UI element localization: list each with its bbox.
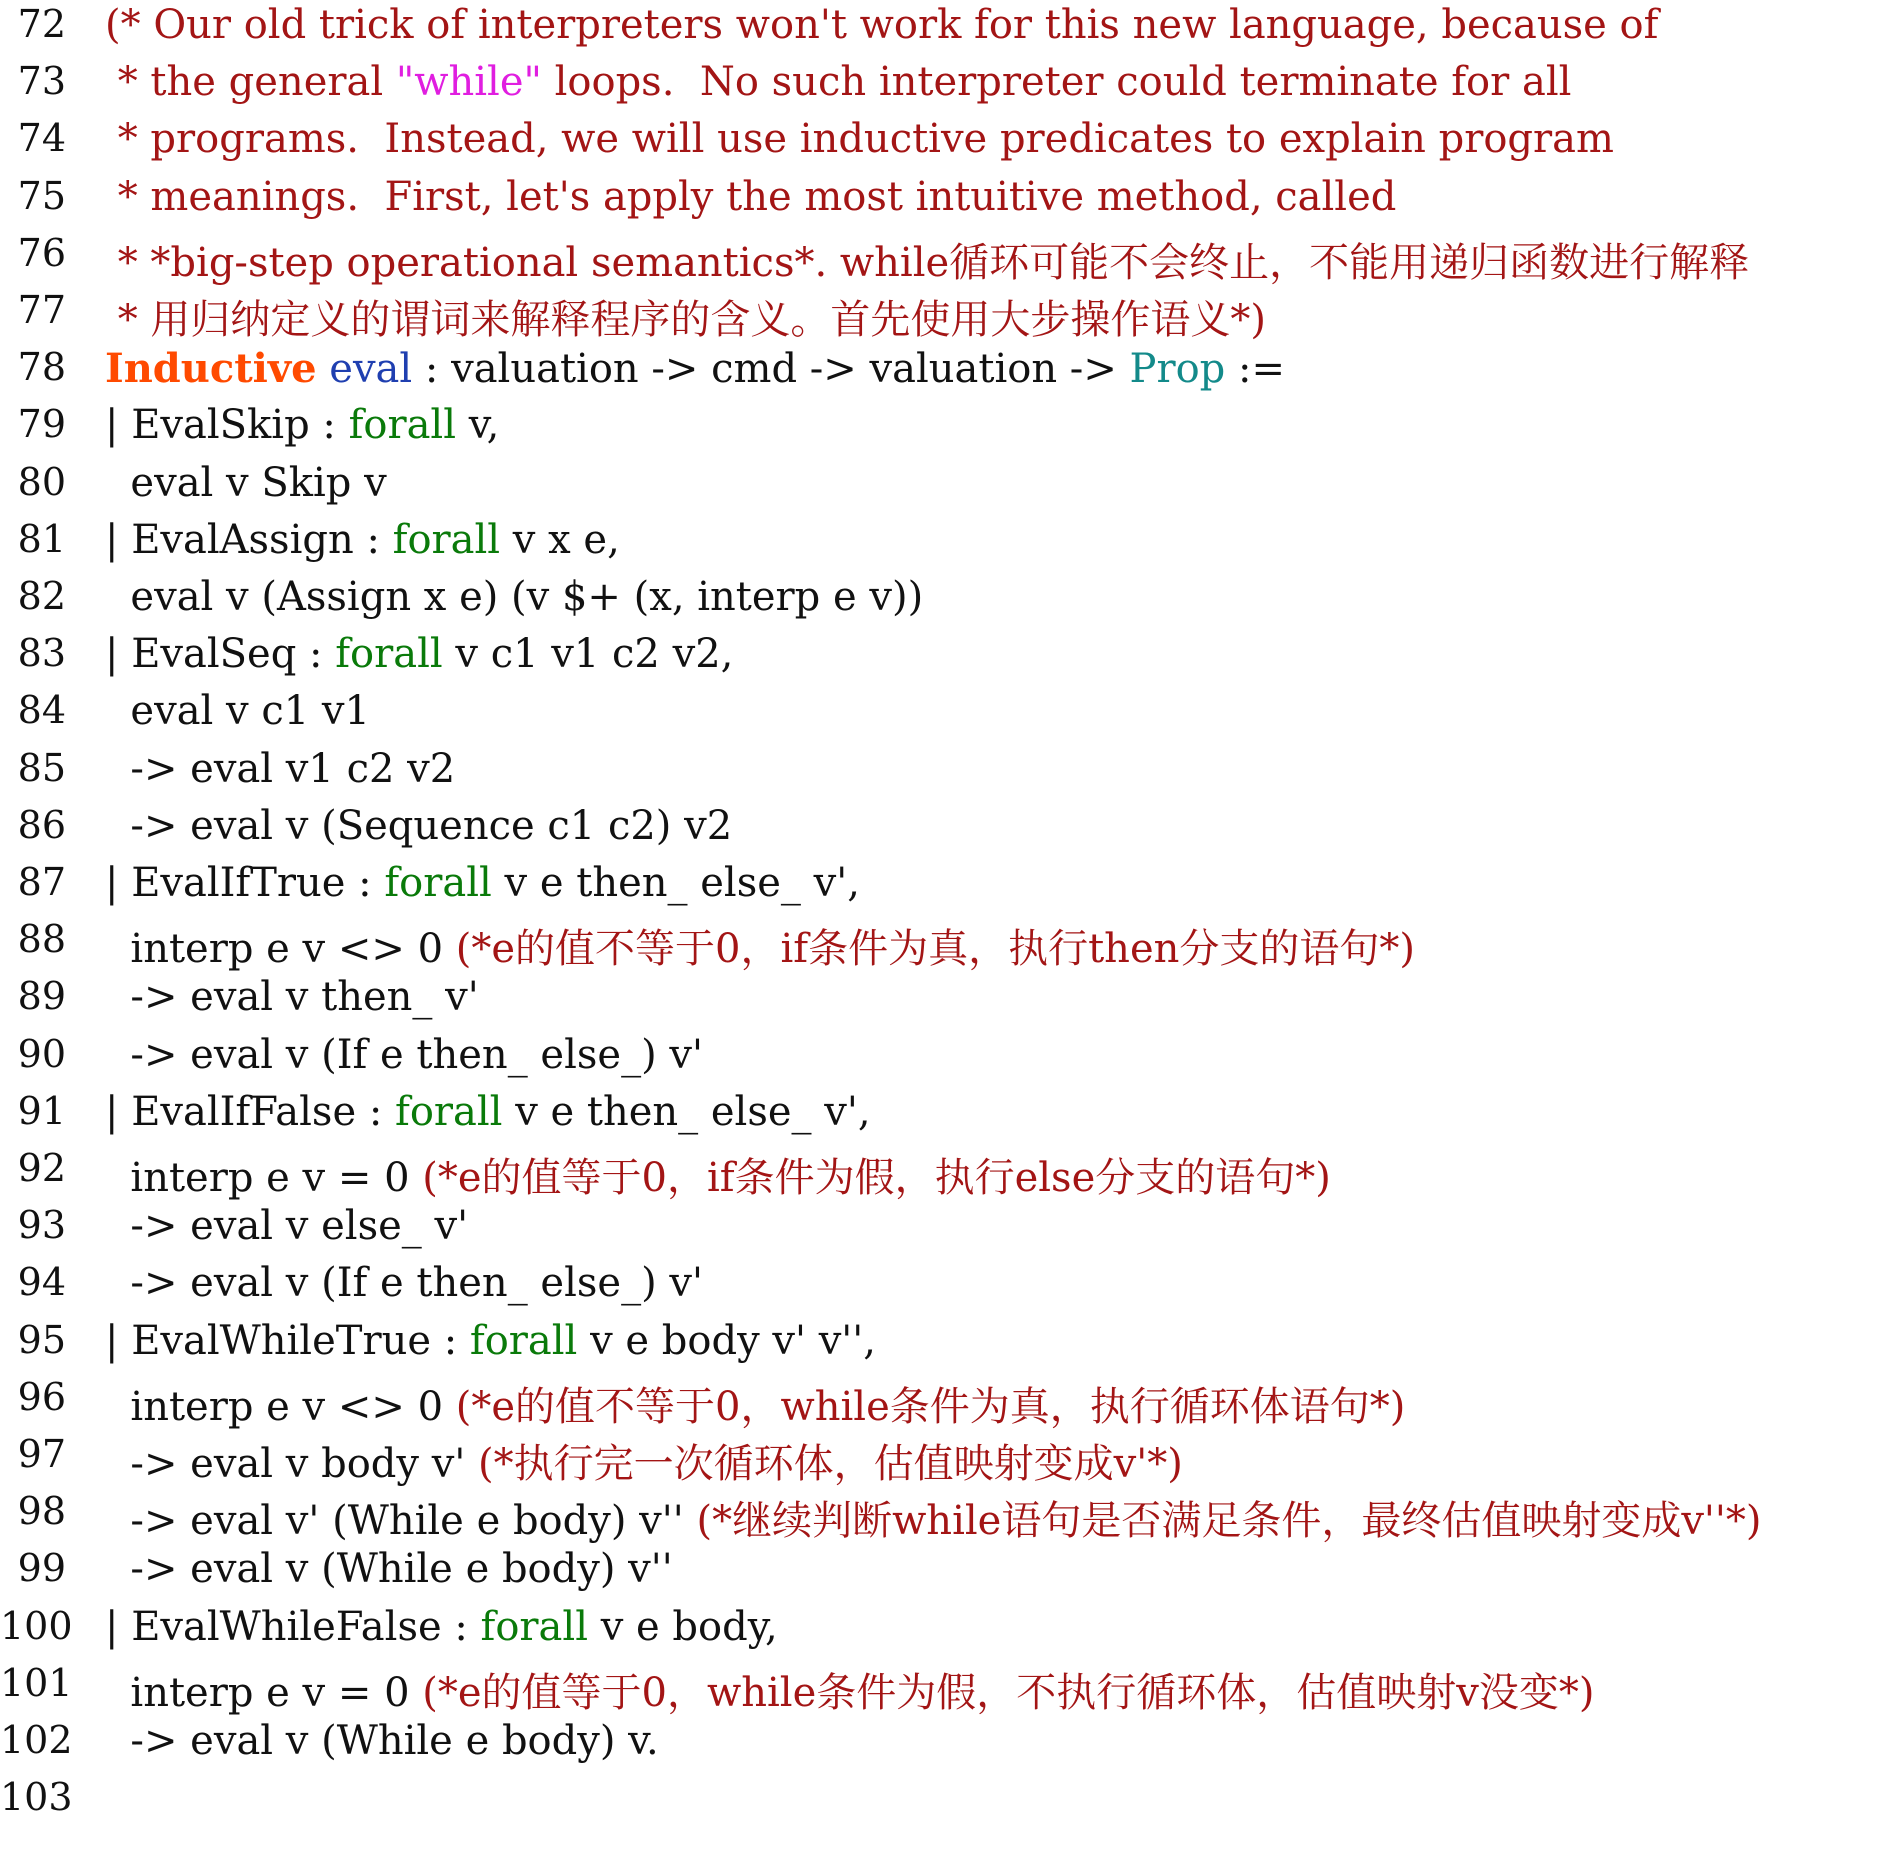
code-line[interactable] — [0, 1318, 1891, 1376]
line-code[interactable] — [105, 746, 455, 792]
code-token: -> eval v' (While e body) v'' — [105, 1498, 697, 1545]
line-code[interactable] — [105, 1661, 1594, 1718]
comment-token: (* Our old trick of interpreters won't work for this new language, because of — [105, 2, 1659, 48]
line-code[interactable] — [105, 517, 620, 563]
code-line[interactable] — [0, 1489, 1891, 1547]
code-token: | EvalSeq : — [105, 631, 336, 678]
line-number: 92 — [17, 1146, 66, 1190]
code-line[interactable] — [0, 116, 1891, 174]
line-code[interactable] — [105, 402, 499, 448]
code-line[interactable] — [0, 1260, 1891, 1318]
code-token: -> eval v (While e body) v'' — [105, 1546, 673, 1593]
line-code[interactable] — [105, 1489, 1762, 1546]
code-line[interactable] — [0, 1089, 1891, 1147]
forall-keyword-token: forall — [480, 1603, 588, 1650]
keyword-token: Inductive — [105, 345, 317, 393]
code-line[interactable] — [0, 174, 1891, 232]
forall-keyword-token: forall — [348, 402, 457, 449]
code-line[interactable] — [0, 460, 1891, 518]
line-number: 100 — [0, 1603, 73, 1648]
line-code[interactable] — [105, 2, 1658, 48]
line-number: 91 — [17, 1088, 66, 1133]
line-code[interactable] — [105, 1432, 1183, 1489]
line-code[interactable] — [105, 1032, 703, 1078]
line-code[interactable] — [105, 803, 732, 849]
code-line[interactable] — [0, 1661, 1891, 1719]
line-number: 76 — [17, 230, 66, 275]
line-number: 95 — [17, 1317, 66, 1362]
line-number: 75 — [17, 173, 66, 218]
code-token: := — [1225, 346, 1285, 393]
line-number: 73 — [17, 59, 66, 104]
comment-token: * meanings. First, let's apply the most intuitive method, called — [105, 173, 1397, 220]
code-line[interactable] — [0, 1775, 1891, 1833]
line-code[interactable] — [105, 688, 370, 734]
code-line[interactable] — [0, 746, 1891, 804]
comment-token: * programs. Instead, we will use inductive predicates to explain program — [105, 116, 1614, 163]
code-line[interactable] — [0, 1546, 1891, 1604]
code-line[interactable] — [0, 288, 1891, 346]
comment-token: (*执行完一次循环体，估值映射变成v'*) — [478, 1441, 1183, 1487]
code-token: -> eval v1 c2 v2 — [105, 745, 456, 792]
code-token: -> eval v body v' — [105, 1441, 479, 1487]
forall-keyword-token: forall — [335, 631, 443, 678]
code-token: v e body v' v'', — [577, 1317, 876, 1364]
line-code[interactable] — [105, 1718, 659, 1764]
code-token: v, — [456, 402, 500, 449]
line-number: 72 — [17, 2, 66, 46]
code-line[interactable] — [0, 1375, 1891, 1433]
code-token: v e then_ else_ v', — [491, 860, 860, 906]
line-code[interactable] — [105, 1203, 468, 1249]
line-number: 102 — [0, 1718, 73, 1762]
comment-token: loops. No such interpreter could terminate for all — [541, 59, 1572, 106]
comment-token: * *big-step operational semantics*. while循环可能不会终止，不能用递归函数进行解释 — [105, 239, 1750, 286]
line-number: 77 — [17, 288, 66, 332]
forall-keyword-token: forall — [392, 516, 501, 563]
line-number: 93 — [17, 1203, 66, 1248]
line-code[interactable] — [105, 460, 387, 506]
code-token: : valuation -> cmd -> valuation -> — [412, 346, 1130, 393]
code-line[interactable] — [0, 1604, 1891, 1662]
line-number: 85 — [17, 745, 66, 790]
line-number: 88 — [17, 917, 66, 962]
code-line[interactable] — [0, 1432, 1891, 1490]
code-token: -> eval v (If e then_ else_) v' — [105, 1260, 703, 1307]
line-number: 94 — [17, 1260, 66, 1305]
comment-token: * the general — [105, 59, 396, 106]
forall-keyword-token: forall — [395, 1088, 503, 1135]
line-code[interactable] — [105, 574, 923, 620]
line-code[interactable] — [105, 231, 1749, 288]
line-number: 74 — [17, 116, 66, 161]
forall-keyword-token: forall — [469, 1317, 578, 1364]
code-token: -> eval v (While e body) v. — [105, 1718, 659, 1764]
line-code[interactable] — [105, 174, 1396, 220]
line-code[interactable] — [105, 860, 860, 906]
code-token: eval v (Assign x e) (v $+ (x, interp e v)) — [105, 574, 924, 620]
line-number: 78 — [17, 345, 66, 390]
code-token: interp e v = 0 — [105, 1155, 423, 1201]
code-token: | EvalIfFalse : — [105, 1088, 396, 1135]
line-code[interactable] — [105, 288, 1266, 345]
code-token: -> eval v (If e then_ else_) v' — [105, 1031, 703, 1078]
code-line[interactable] — [0, 688, 1891, 746]
code-line[interactable] — [0, 803, 1891, 861]
comment-token: * 用归纳定义的谓词来解释程序的含义。首先使用大步操作语义*) — [105, 297, 1267, 343]
code-token: v x e, — [500, 516, 620, 563]
line-number: 84 — [17, 688, 66, 733]
line-number: 96 — [17, 1374, 66, 1419]
code-line[interactable] — [0, 517, 1891, 575]
code-line[interactable] — [0, 402, 1891, 460]
code-token: interp e v = 0 — [105, 1669, 423, 1716]
code-line[interactable] — [0, 1146, 1891, 1204]
code-token: | EvalWhileFalse : — [105, 1603, 481, 1650]
code-token: -> eval v then_ v' — [105, 974, 479, 1021]
line-number: 97 — [17, 1432, 66, 1476]
line-number: 98 — [17, 1489, 66, 1534]
code-token: | EvalIfTrue : — [105, 860, 385, 906]
line-number: 79 — [17, 402, 66, 447]
comment-token: (*e的值不等于0，while条件为真，执行循环体语句*) — [455, 1383, 1406, 1430]
code-token: | EvalAssign : — [105, 516, 393, 563]
code-token: eval v c1 v1 — [105, 688, 370, 735]
line-code[interactable] — [105, 1546, 673, 1592]
code-line[interactable] — [0, 1032, 1891, 1090]
code-line[interactable] — [0, 231, 1891, 289]
line-number: 89 — [17, 974, 66, 1019]
code-line[interactable] — [0, 974, 1891, 1032]
code-line[interactable] — [0, 917, 1891, 975]
code-token: interp e v <> 0 — [105, 926, 456, 973]
comment-token: (*e的值等于0，if条件为假，执行else分支的语句*) — [422, 1155, 1331, 1201]
line-number: 90 — [17, 1031, 66, 1076]
line-code[interactable] — [105, 1260, 703, 1306]
code-line[interactable] — [0, 631, 1891, 689]
identifier-token: eval — [329, 346, 413, 393]
code-token: v c1 v1 c2 v2, — [442, 631, 734, 678]
line-code[interactable] — [105, 917, 1415, 974]
line-code[interactable] — [105, 1089, 871, 1135]
code-token: | EvalSkip : — [105, 402, 349, 449]
code-token: interp e v <> 0 — [105, 1383, 456, 1430]
code-token: eval v Skip v — [105, 459, 387, 506]
line-code[interactable] — [105, 345, 1285, 392]
code-line[interactable] — [0, 345, 1891, 403]
code-token — [317, 346, 330, 392]
type-token: Prop — [1129, 346, 1226, 393]
forall-keyword-token: forall — [384, 860, 492, 906]
code-line[interactable] — [0, 860, 1891, 918]
line-code[interactable] — [105, 1604, 778, 1650]
comment-token: (*继续判断while语句是否满足条件，最终估值映射变成v''*) — [696, 1498, 1762, 1545]
line-code[interactable] — [105, 1318, 876, 1364]
line-number: 86 — [17, 802, 66, 847]
code-token: | EvalWhileTrue : — [105, 1317, 470, 1364]
line-code[interactable] — [105, 59, 1571, 105]
code-token: v e body, — [588, 1603, 778, 1650]
line-code[interactable] — [105, 974, 479, 1020]
line-number: 80 — [17, 459, 66, 504]
comment-token: (*e的值等于0，while条件为假，不执行循环体，估值映射v没变*) — [422, 1669, 1595, 1716]
line-code[interactable] — [105, 1146, 1331, 1203]
comment-token: (*e的值不等于0，if条件为真，执行then分支的语句*) — [455, 926, 1415, 973]
line-number: 103 — [0, 1775, 73, 1820]
string-token: "while" — [395, 59, 542, 106]
code-line[interactable] — [0, 1203, 1891, 1261]
code-token: v e then_ else_ v', — [502, 1088, 871, 1135]
code-line[interactable] — [0, 1718, 1891, 1776]
code-token: -> eval v else_ v' — [105, 1203, 469, 1250]
code-line[interactable] — [0, 59, 1891, 117]
line-code[interactable] — [105, 1375, 1405, 1432]
code-token: -> eval v (Sequence c1 c2) v2 — [105, 802, 733, 849]
line-number: 83 — [17, 631, 66, 676]
line-code[interactable] — [105, 631, 733, 677]
code-line[interactable] — [0, 574, 1891, 632]
line-number: 82 — [17, 574, 66, 618]
line-number: 99 — [17, 1546, 66, 1591]
line-code[interactable] — [105, 116, 1614, 162]
code-line[interactable] — [0, 2, 1891, 60]
line-number: 87 — [17, 860, 66, 904]
line-number: 81 — [17, 516, 66, 561]
line-number: 101 — [0, 1660, 73, 1705]
